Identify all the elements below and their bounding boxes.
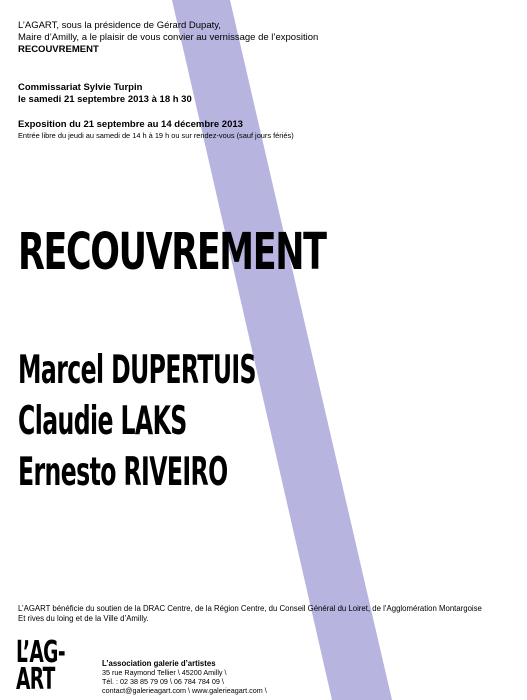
postal-address: 35 rue Raymond Tellier \ 45200 Amilly \ — [102, 668, 227, 677]
contact-block — [102, 659, 402, 695]
sponsors-line-1: L’AGART bénéficie du soutien de la DRAC Centre, de la Région Centre, du Conseil Général du Loiret, de l’Agglomération Montargoise — [18, 604, 482, 613]
artist-name: Marcel DUPERTUIS — [18, 348, 256, 393]
opening-date: le samedi 21 septembre 2013 à 18 h 30 — [18, 94, 192, 105]
organization-name: L’association galerie d’artistes — [102, 659, 216, 668]
exhibition-dates: Exposition du 21 septembre au 14 décembre 2013 — [18, 119, 243, 130]
curator-block — [18, 82, 398, 106]
email-website: contact@galerieagart.com \ www.galerieagart.com \ — [102, 686, 267, 695]
agart-logo — [16, 635, 65, 697]
exhibition-block — [18, 119, 438, 140]
intro-line-1: L’AGART, sous la présidence de Gérard Dupaty, — [18, 20, 221, 31]
sponsors-line-2: Et rives du loing et de la Ville d’Amilly. — [18, 614, 149, 623]
intro-line-3: RECOUVREMENT — [18, 44, 99, 55]
logo-line-2: ART — [16, 662, 55, 697]
logo-line-1: L’AG- — [16, 635, 65, 670]
invitation-intro — [18, 20, 398, 56]
exhibition-title: RECOUVREMENT — [18, 223, 326, 282]
curator-name: Commissariat Sylvie Turpin — [18, 82, 143, 93]
artist-name: Claudie LAKS — [18, 399, 187, 444]
phone-numbers: Tél. : 02 38 85 79 09 \ 06 784 784 09 \ — [102, 677, 224, 686]
opening-hours: Entrée libre du jeudi au samedi de 14 h à 19 h ou sur rendez-vous (sauf jours fériés) — [18, 131, 294, 140]
artist-name: Ernesto RIVEIRO — [18, 450, 228, 495]
sponsors-note — [18, 604, 518, 624]
intro-line-2: Maire d’Amilly, a le plaisir de vous convier au vernissage de l’exposition — [18, 32, 319, 43]
